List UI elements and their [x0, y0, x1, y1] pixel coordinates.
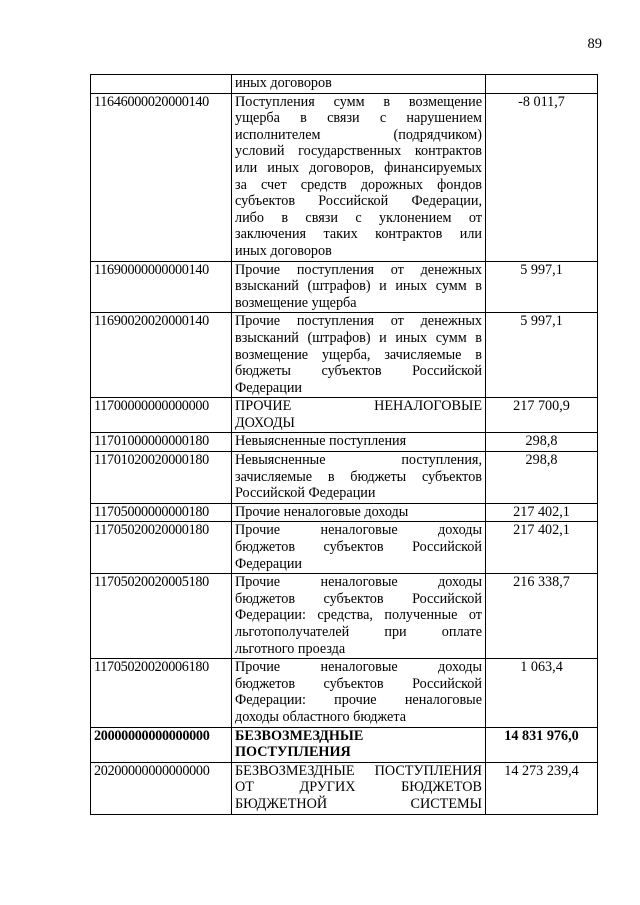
budget-code-cell: 11701000000000180: [91, 433, 232, 452]
revenue-name-line: Прочие неналоговые доходы: [235, 574, 482, 591]
budget-code-cell: 11705020020005180: [91, 574, 232, 659]
revenue-name-line: возмещение ущерба, зачисляемые в: [235, 346, 482, 363]
budget-code-cell: 11705000000000180: [91, 503, 232, 522]
revenue-name-line: ущерба в связи с нарушением: [235, 110, 482, 127]
revenue-name-line: БЕЗВОЗМЕЗДНЫЕ ПОСТУПЛЕНИЯ: [235, 762, 482, 779]
revenue-name-cell: [232, 398, 486, 433]
budget-code-cell: 11646000020000140: [91, 93, 232, 261]
budget-code-cell: 11701020020000180: [91, 452, 232, 504]
revenue-name-line: Прочие неналоговые доходы: [235, 659, 482, 676]
revenue-name-line: субъектов Российской Федерации,: [235, 193, 482, 210]
budget-code-cell: [91, 75, 232, 94]
revenue-name-line: либо в связи с уклонением от: [235, 209, 482, 226]
revenue-name-line: БЕЗВОЗМЕЗДНЫЕ: [235, 727, 364, 744]
revenue-name-line: бюджетов субъектов Российской: [235, 590, 482, 607]
revenue-name-line: ПОСТУПЛЕНИЯ: [235, 744, 351, 761]
amount-cell: -8 011,7: [486, 93, 598, 261]
budget-code-cell: 20000000000000000: [91, 727, 232, 762]
amount-cell: 5 997,1: [486, 313, 598, 398]
revenue-name-line: ПРОЧИЕ НЕНАЛОГОВЫЕ: [235, 398, 482, 415]
revenue-name-line: доходы областного бюджета: [235, 708, 407, 725]
revenue-name-line: Прочие неналоговые доходы: [235, 503, 409, 520]
revenue-name-line: Федерации: [235, 379, 303, 396]
revenue-name-line: льготополучателей при оплате: [235, 624, 482, 640]
revenue-name-line: льготного проезда: [235, 640, 346, 657]
revenue-name-line: исполнителем (подрядчиком): [235, 126, 482, 143]
revenue-name-cell: [232, 452, 486, 504]
table-row: [91, 75, 598, 94]
amount-cell: 1 063,4: [486, 659, 598, 727]
revenue-name-line: иных договоров: [235, 242, 332, 259]
table-row: [91, 659, 598, 727]
revenue-name-line: Прочие поступления от денежных: [235, 313, 482, 330]
budget-code-cell: 11690000000000140: [91, 261, 232, 313]
budget-code-cell: 11705020020006180: [91, 659, 232, 727]
revenue-name-line: возмещение ущерба: [235, 294, 357, 311]
revenue-name-cell: [232, 433, 486, 452]
revenue-name-line: ДОХОДЫ: [235, 414, 295, 431]
revenue-name-line: Прочие поступления от денежных: [235, 261, 482, 278]
table-row: [91, 433, 598, 452]
revenue-name-line: ОТ ДРУГИХ БЮДЖЕТОВ: [235, 779, 482, 796]
revenue-name-cell: [232, 503, 486, 522]
revenue-name-line: Федерации: [235, 555, 303, 572]
revenue-name-line: бюджетов субъектов Российской: [235, 675, 482, 692]
table-row: [91, 452, 598, 504]
revenue-name-line: Прочие неналоговые доходы: [235, 522, 482, 539]
revenue-name-cell: [232, 727, 486, 762]
amount-cell: 14 273 239,4: [486, 762, 598, 814]
revenue-name-line: Поступления сумм в возмещение: [235, 93, 482, 110]
amount-cell: 216 338,7: [486, 574, 598, 659]
revenue-name-line: бюджеты субъектов Российской: [235, 363, 482, 380]
revenue-name-line: заключения таких контрактов или: [235, 226, 482, 243]
table-row: [91, 503, 598, 522]
amount-cell: 217 402,1: [486, 522, 598, 574]
table-row: [91, 522, 598, 574]
amount-cell: 298,8: [486, 452, 598, 504]
table-row: [91, 313, 598, 398]
budget-code-cell: 20200000000000000: [91, 762, 232, 814]
revenue-name-cell: [232, 261, 486, 313]
revenue-name-cell: [232, 659, 486, 727]
budget-code-cell: 11690020020000140: [91, 313, 232, 398]
page-number: 89: [587, 36, 602, 52]
amount-cell: 217 402,1: [486, 503, 598, 522]
revenue-name-line: Невыясненные поступления: [235, 433, 407, 450]
revenue-table-body: [91, 75, 598, 815]
revenue-table: [90, 74, 598, 815]
table-row: [91, 574, 598, 659]
revenue-name-cell: [232, 313, 486, 398]
revenue-name-line: условий государственных контрактов: [235, 143, 482, 160]
revenue-name-line: взысканий (штрафов) и иных сумм в: [235, 329, 482, 346]
revenue-name-line: Федерации: прочие неналоговые: [235, 692, 482, 709]
amount-cell: 5 997,1: [486, 261, 598, 313]
revenue-name-line: взысканий (штрафов) и иных сумм в: [235, 278, 482, 295]
revenue-name-cell: [232, 762, 486, 814]
table-row: [91, 727, 598, 762]
amount-cell: 298,8: [486, 433, 598, 452]
budget-code-cell: 11705020020000180: [91, 522, 232, 574]
revenue-name-line: иных договоров: [235, 75, 332, 91]
revenue-name-line: за счет средств дорожных фондов: [235, 176, 482, 193]
revenue-name-line: бюджетов субъектов Российской: [235, 539, 482, 556]
amount-cell: 217 700,9: [486, 398, 598, 433]
amount-cell: [486, 75, 598, 94]
revenue-name-cell: [232, 75, 486, 94]
revenue-name-cell: [232, 574, 486, 659]
revenue-name-line: или иных договоров, финансируемых: [235, 159, 482, 176]
table-row: [91, 398, 598, 433]
revenue-name-cell: [232, 93, 486, 261]
revenue-name-line: БЮДЖЕТНОЙ СИСТЕМЫ: [235, 795, 482, 812]
amount-cell: 14 831 976,0: [486, 727, 598, 762]
table-row: [91, 93, 598, 261]
revenue-name-line: Российской Федерации: [235, 485, 376, 502]
table-row: [91, 762, 598, 814]
revenue-name-line: Невыясненные поступления,: [235, 452, 482, 469]
revenue-name-cell: [232, 522, 486, 574]
table-row: [91, 261, 598, 313]
revenue-name-line: зачисляемые в бюджеты субъектов: [235, 468, 482, 485]
revenue-name-line: Федерации: средства, полученные от: [235, 607, 482, 624]
budget-code-cell: 11700000000000000: [91, 398, 232, 433]
